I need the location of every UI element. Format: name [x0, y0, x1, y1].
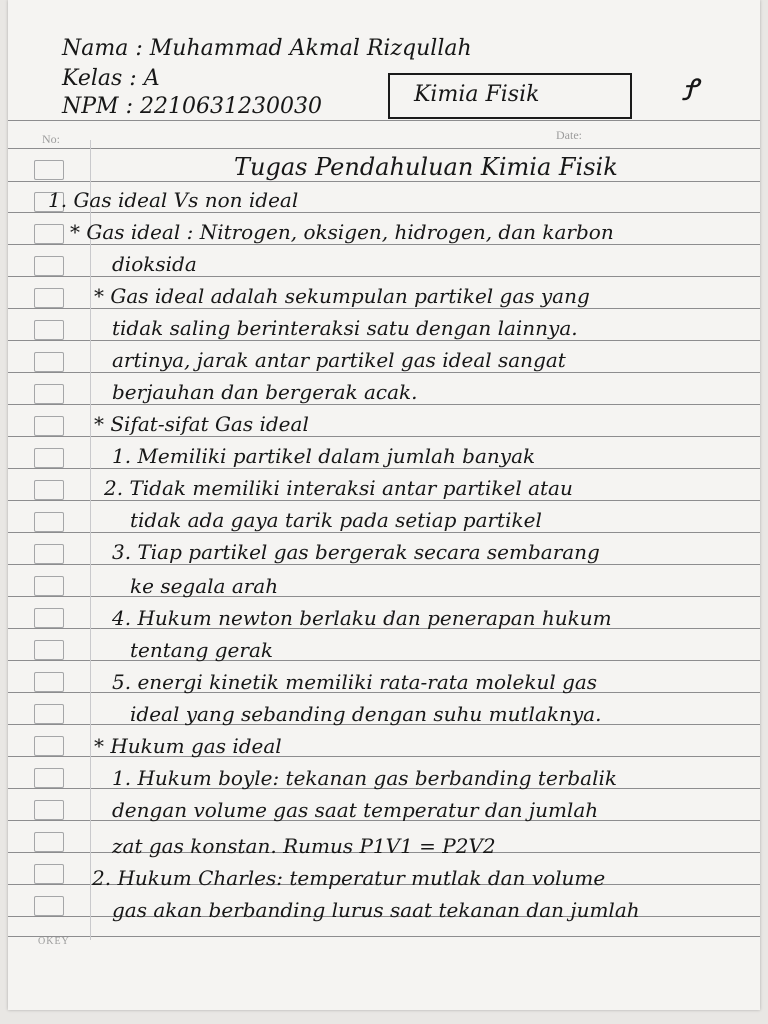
ruled-line [8, 404, 760, 405]
margin-checkbox [34, 416, 64, 436]
handwritten-line: dioksida [112, 252, 197, 276]
ruled-line [8, 532, 760, 533]
margin-checkbox [34, 704, 64, 724]
margin-checkbox [34, 768, 64, 788]
margin-checkbox [34, 608, 64, 628]
ruled-line [8, 660, 760, 661]
handwritten-line: * Gas ideal : Nitrogen, oksigen, hidrogen, dan karbon [70, 220, 614, 244]
notebook-page [8, 0, 760, 1010]
handwritten-line: * Gas ideal adalah sekumpulan partikel gas yang [94, 284, 590, 308]
margin-checkbox [34, 672, 64, 692]
margin-checkbox [34, 288, 64, 308]
margin-checkbox [34, 160, 64, 180]
corner-symbol: Ꝭ [682, 73, 698, 108]
page-title: Tugas Pendahuluan Kimia Fisik [234, 153, 618, 181]
ruled-line [8, 564, 760, 565]
margin-line [90, 140, 91, 940]
margin-checkbox [34, 896, 64, 916]
handwritten-line: 2. Hukum Charles: temperatur mutlak dan volume [92, 866, 606, 890]
margin-checkbox [34, 800, 64, 820]
margin-checkbox [34, 864, 64, 884]
ruled-line [8, 936, 760, 937]
brand-label: OKEY [38, 936, 70, 947]
ruled-line [8, 276, 760, 277]
ruled-line [8, 212, 760, 213]
ruled-line [8, 308, 760, 309]
margin-checkbox [34, 224, 64, 244]
handwritten-line: 3. Tiap partikel gas bergerak secara sembarang [112, 540, 600, 564]
margin-checkbox [34, 352, 64, 372]
ruled-line [8, 372, 760, 373]
no-label: No: [42, 132, 60, 146]
handwritten-line: 1. Hukum boyle: tekanan gas berbanding terbalik [112, 766, 617, 790]
handwritten-line: 2. Tidak memiliki interaksi antar partikel atau [104, 476, 573, 500]
handwritten-line: 4. Hukum newton berlaku dan penerapan hukum [112, 606, 612, 630]
ruled-line [8, 340, 760, 341]
handwritten-line: berjauhan dan bergerak acak. [112, 380, 418, 404]
handwritten-line: zat gas konstan. Rumus P1V1 = P2V2 [112, 834, 496, 858]
handwritten-line: artinya, jarak antar partikel gas ideal sangat [112, 348, 566, 372]
margin-checkbox [34, 512, 64, 532]
date-label: Date: [556, 128, 582, 142]
margin-checkbox [34, 576, 64, 596]
handwritten-line: 5. energi kinetik memiliki rata-rata molekul gas [112, 670, 598, 694]
handwritten-line: 1. Gas ideal Vs non ideal [48, 188, 299, 212]
ruled-line [8, 596, 760, 597]
handwritten-line: ideal yang sebanding dengan suhu mutlaknya. [130, 702, 602, 726]
ruled-line [8, 436, 760, 437]
ruled-line [8, 120, 760, 121]
ruled-line [8, 148, 760, 149]
margin-checkbox [34, 480, 64, 500]
ruled-line [8, 181, 760, 182]
subject-label: Kimia Fisik [414, 82, 540, 107]
handwritten-line: tidak ada gaya tarik pada setiap partikel [130, 508, 542, 532]
handwritten-line: tidak saling berinteraksi satu dengan lainnya. [112, 316, 578, 340]
handwritten-line: ke segala arah [130, 574, 279, 598]
handwritten-line: tentang gerak [130, 638, 273, 662]
handwritten-line: 1. Memiliki partikel dalam jumlah banyak [112, 444, 536, 468]
ruled-line [8, 468, 760, 469]
ruled-line [8, 244, 760, 245]
margin-checkbox [34, 832, 64, 852]
margin-checkbox [34, 640, 64, 660]
handwritten-line: * Hukum gas ideal [94, 734, 282, 758]
ruled-line [8, 500, 760, 501]
student-name: Nama : Muhammad Akmal Rizqullah [62, 36, 472, 61]
student-npm: NPM : 2210631230030 [62, 94, 322, 119]
handwritten-line: * Sifat-sifat Gas ideal [94, 412, 309, 436]
student-class: Kelas : A [62, 66, 160, 91]
margin-checkbox [34, 448, 64, 468]
margin-checkbox [34, 256, 64, 276]
margin-checkbox [34, 736, 64, 756]
margin-checkbox [34, 544, 64, 564]
handwritten-line: gas akan berbanding lurus saat tekanan dan jumlah [112, 898, 640, 922]
margin-checkbox [34, 384, 64, 404]
margin-checkbox [34, 320, 64, 340]
handwritten-line: dengan volume gas saat temperatur dan jumlah [112, 798, 599, 822]
